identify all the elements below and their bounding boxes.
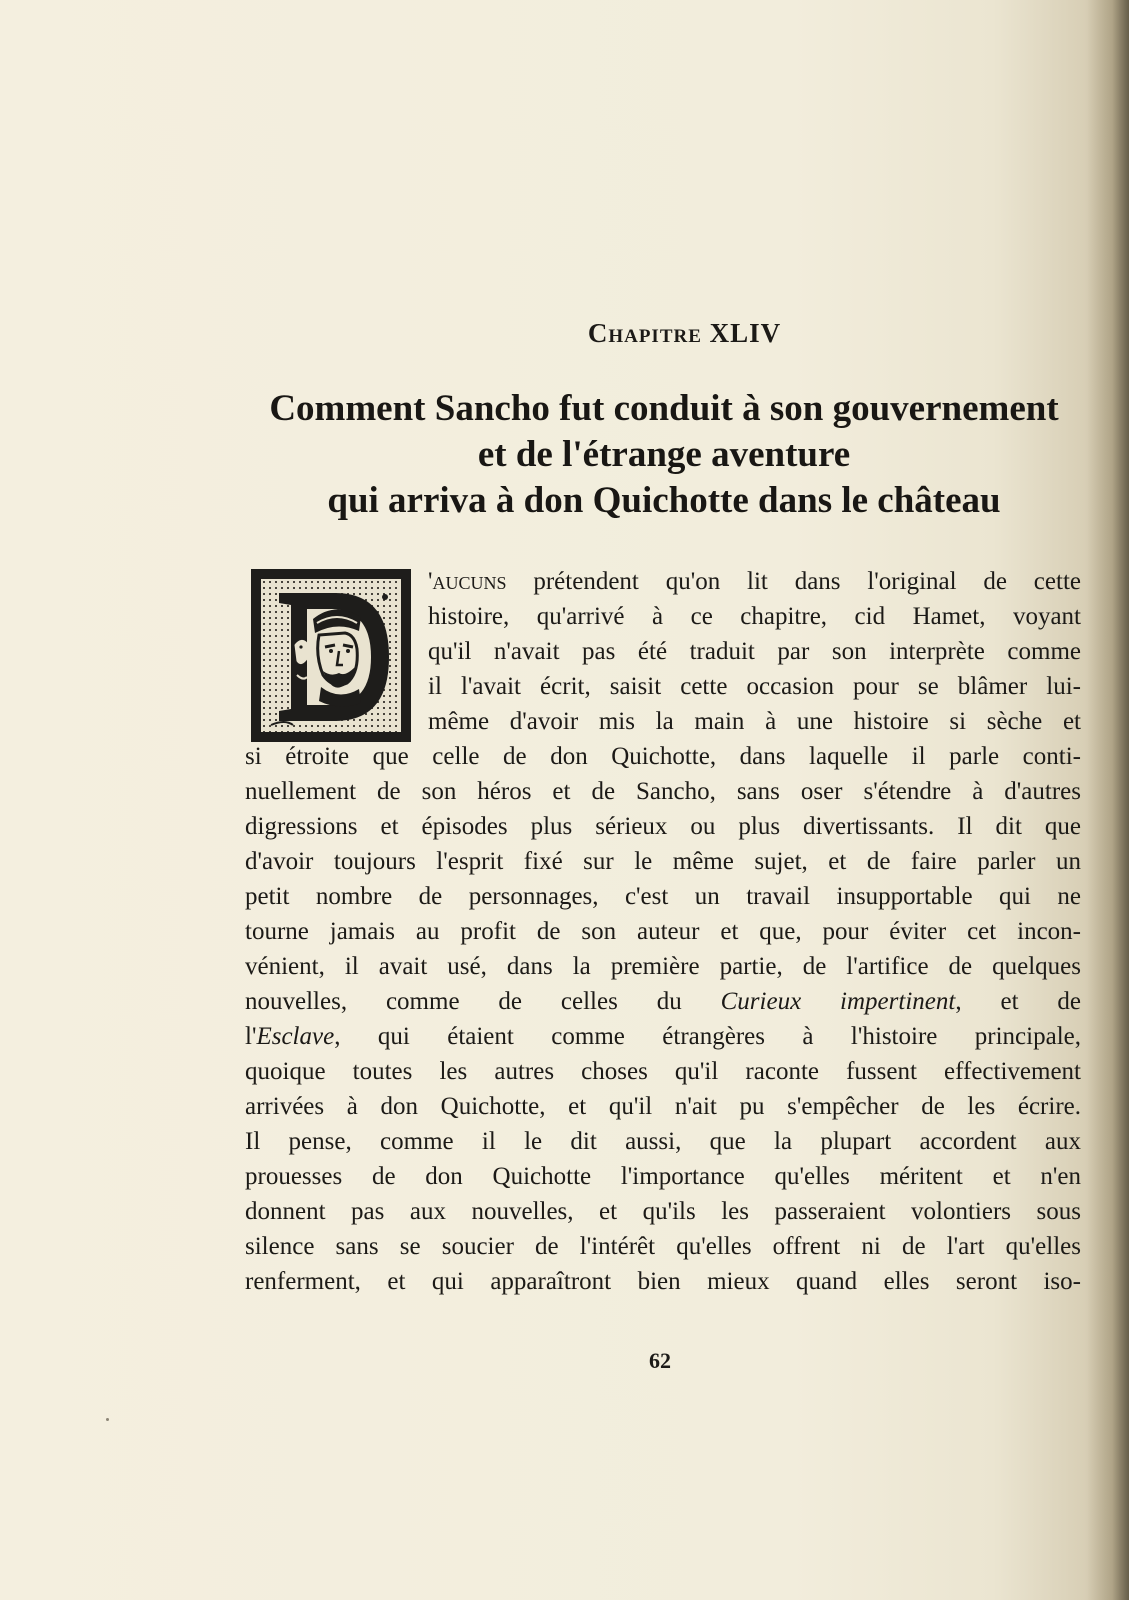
body-line xyxy=(245,809,1081,844)
body-line xyxy=(245,1124,1081,1159)
body-text-run: donnent pas aux nouvelles, et qu'ils les passeraient volontiers sous xyxy=(245,1198,1081,1225)
body-text-run: qu'il n'avait pas été traduit par son interprète comme xyxy=(428,638,1081,665)
body-text-run: prouesses de don Quichotte l'importance qu'elles méritent et n'en xyxy=(245,1163,1081,1190)
body-line xyxy=(245,669,1081,704)
italic-title-text: Curieux impertinent xyxy=(720,988,956,1015)
body-text-run: 'aucuns xyxy=(428,568,507,595)
body-line xyxy=(245,984,1081,1019)
body-text-run: l' xyxy=(245,1023,257,1050)
body-line xyxy=(245,599,1081,634)
body-text-run: digressions et épisodes plus sérieux ou plus divertissants. Il dit que xyxy=(245,813,1081,840)
body-text-run: quoique toutes les autres choses qu'il raconte fussent effectivement xyxy=(245,1058,1081,1085)
body-text-run: Il pense, comme il le dit aussi, que la plupart accordent aux xyxy=(245,1128,1081,1155)
body-text-run: il l'avait écrit, saisit cette occasion pour se blâmer lui- xyxy=(428,673,1081,700)
body-line xyxy=(245,1019,1081,1054)
body-line xyxy=(245,844,1081,879)
body-text-run: même d'avoir mis la main à une histoire si sèche et xyxy=(428,708,1081,735)
chapter-title-line: et de l'étrange aventure xyxy=(477,434,851,475)
chapter-label-number: XLIV xyxy=(709,318,782,348)
body-text-run: renferment, et qui apparaîtront bien mieux quand elles seront iso- xyxy=(245,1268,1081,1295)
body-text-run: nouvelles, comme de celles du xyxy=(245,988,721,1015)
body-line xyxy=(245,879,1081,914)
body-line xyxy=(245,1264,1081,1299)
body-line xyxy=(245,634,1081,669)
chapter-title-line: Comment Sancho fut conduit à son gouvernement xyxy=(269,388,1059,429)
body-text-run: petit nombre de personnages, c'est un travail insupportable qui ne xyxy=(245,883,1081,910)
chapter-label-prefix: Chapitre xyxy=(587,318,702,348)
body-text-run: si étroite que celle de don Quichotte, dans laquelle il parle conti- xyxy=(245,743,1081,770)
body-line xyxy=(245,564,1081,599)
body-line xyxy=(245,914,1081,949)
body-line xyxy=(245,704,1081,739)
page-gutter-shadow xyxy=(1087,0,1129,1600)
page-number: 62 xyxy=(649,1348,671,1373)
body-line xyxy=(245,1089,1081,1124)
body-line xyxy=(245,1229,1081,1264)
body-line xyxy=(245,739,1081,774)
body-text-run: , qui étaient comme étrangères à l'histoire principale, xyxy=(334,1023,1081,1050)
body-line xyxy=(245,1194,1081,1229)
body-line xyxy=(245,1054,1081,1089)
body-line xyxy=(245,774,1081,809)
body-text-run: histoire, qu'arrivé à ce chapitre, cid Hamet, voyant xyxy=(428,603,1081,630)
body-text-run: prétendent qu'on lit dans l'original de cette xyxy=(506,568,1081,595)
chapter-title xyxy=(244,386,1084,524)
body-text-run: , et de xyxy=(955,988,1082,1015)
body-text-run: d'avoir toujours l'esprit fixé sur le même sujet, et de faire parler un xyxy=(245,848,1081,875)
body-text-run: nuellement de son héros et de Sancho, sans oser s'étendre à d'autres xyxy=(245,778,1081,805)
body-line xyxy=(245,1159,1081,1194)
body-text-run: vénient, il avait usé, dans la première partie, de l'artifice de quelques xyxy=(245,953,1081,980)
italic-title-text: Esclave xyxy=(256,1023,335,1050)
body-text xyxy=(245,564,1081,1299)
body-text-run: arrivées à don Quichotte, et qu'il n'ait pu s'empêcher de les écrire. xyxy=(245,1093,1081,1120)
chapter-title-line: qui arriva à don Quichotte dans le château xyxy=(327,480,1001,521)
paper-speck xyxy=(106,1418,109,1421)
body-text-run: silence sans se soucier de l'intérêt qu'elles offrent ni de l'art qu'elles xyxy=(245,1233,1081,1260)
body-line xyxy=(245,949,1081,984)
chapter-label xyxy=(0,318,1129,349)
body-text-run: tourne jamais au profit de son auteur et que, pour éviter cet incon- xyxy=(245,918,1081,945)
